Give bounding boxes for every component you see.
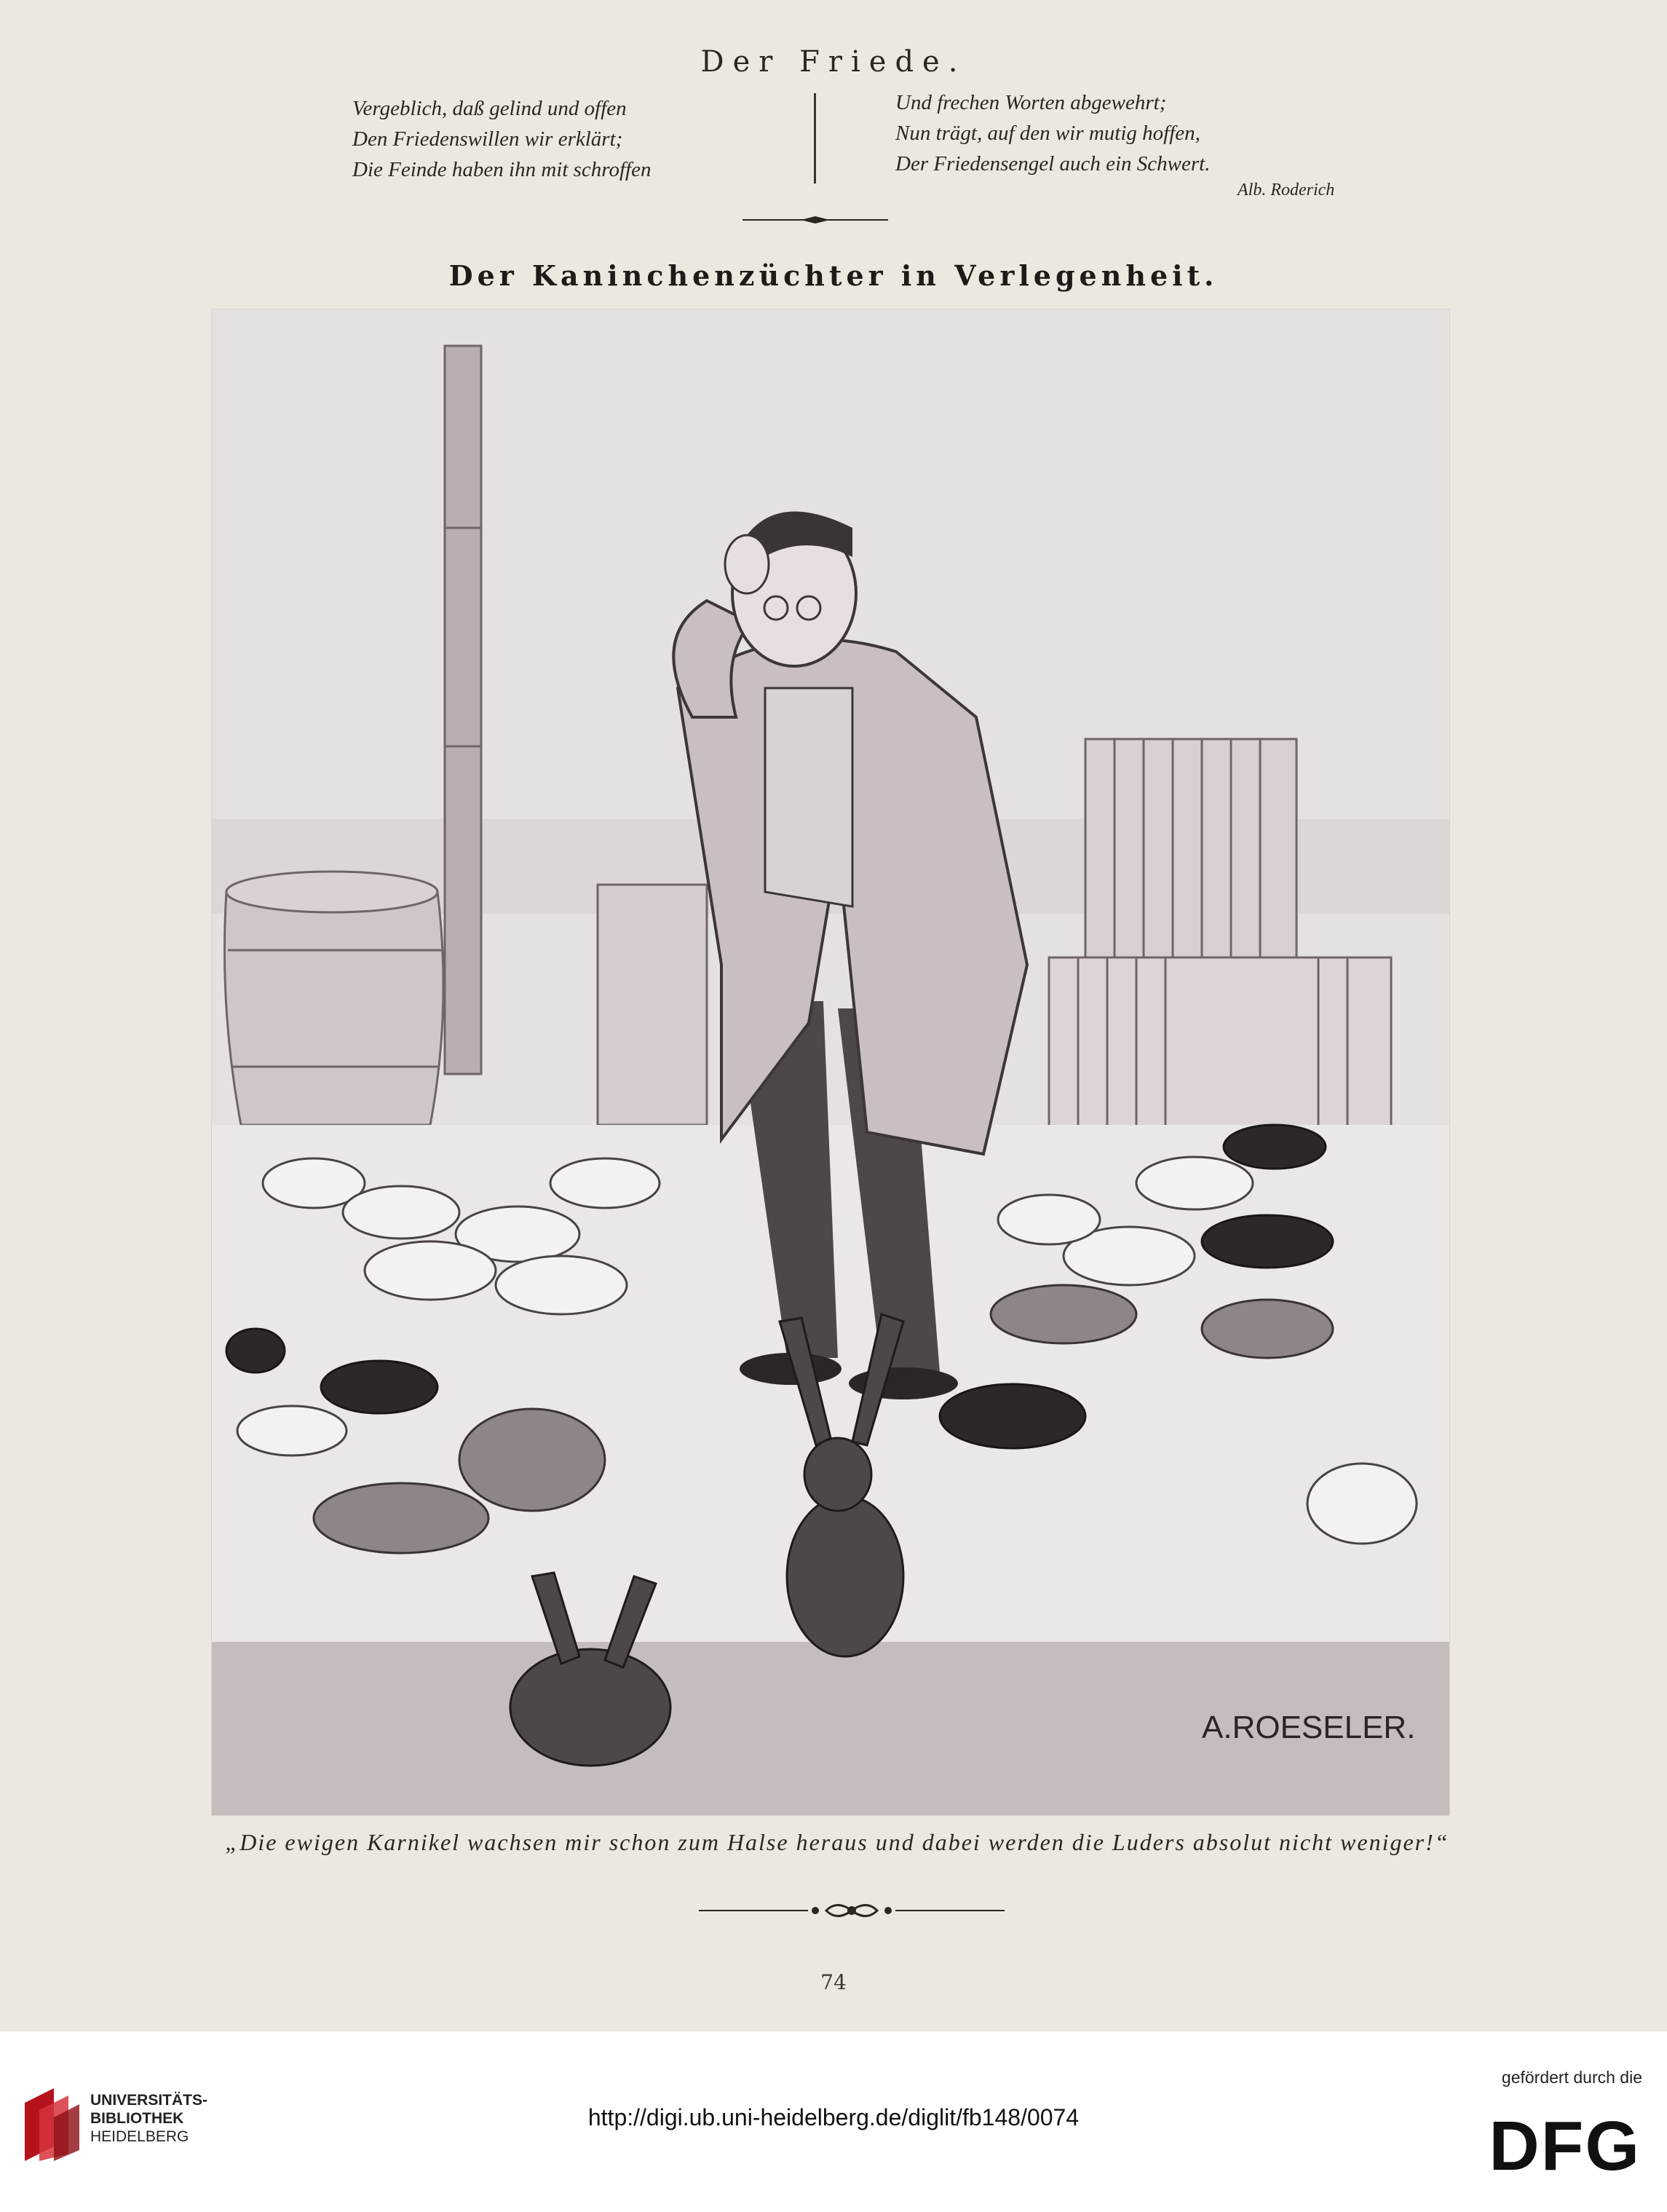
cartoon-illustration bbox=[211, 309, 1450, 1816]
poem-title: Der Friede. bbox=[700, 45, 967, 79]
column-divider bbox=[814, 93, 816, 183]
ornamental-rule bbox=[743, 216, 888, 224]
ornament-divider bbox=[699, 1896, 1005, 1925]
library-name-line: UNIVERSITÄTS- bbox=[90, 2092, 208, 2109]
poem-stanza-right bbox=[895, 87, 1210, 179]
poem-author: Alb. Roderich bbox=[1238, 181, 1335, 200]
poem-stanza-left bbox=[352, 93, 651, 185]
funded-by-label: gefördert durch die bbox=[1501, 2068, 1642, 2087]
library-name-line: BIBLIOTHEK bbox=[90, 2110, 184, 2127]
poem-line: Der Friedensengel auch ein Schwert. bbox=[895, 152, 1211, 175]
poem-line: Nun trägt, auf den wir mutig hoffen, bbox=[895, 122, 1200, 145]
page-number: 74 bbox=[820, 1970, 847, 1994]
poem-line: Vergeblich, daß gelind und offen bbox=[352, 97, 627, 120]
rabbit-breeder-drawing bbox=[212, 309, 1449, 1815]
poem-line: Und frechen Worten abgewehrt; bbox=[895, 91, 1167, 114]
poem-line: Die Feinde haben ihn mit schroffen bbox=[352, 158, 652, 181]
artist-signature: A.ROESELER. bbox=[1202, 1710, 1416, 1745]
source-url-link[interactable]: http://digi.ub.uni-heidelberg.de/diglit/fb148/0074 bbox=[587, 2104, 1080, 2130]
poem-line: Den Friedenswillen wir erklärt; bbox=[352, 127, 623, 151]
cartoon-caption: „Die ewigen Karnikel wachsen mir schon zum Halse heraus und dabei werden die Luders absolut nicht weniger!“ bbox=[225, 1829, 1449, 1855]
library-name-line: HEIDELBERG bbox=[90, 2128, 189, 2145]
dfg-logo: DFG bbox=[1489, 2107, 1641, 2185]
cartoon-title: Der Kaninchenzüchter in Verlegenheit. bbox=[448, 259, 1219, 292]
